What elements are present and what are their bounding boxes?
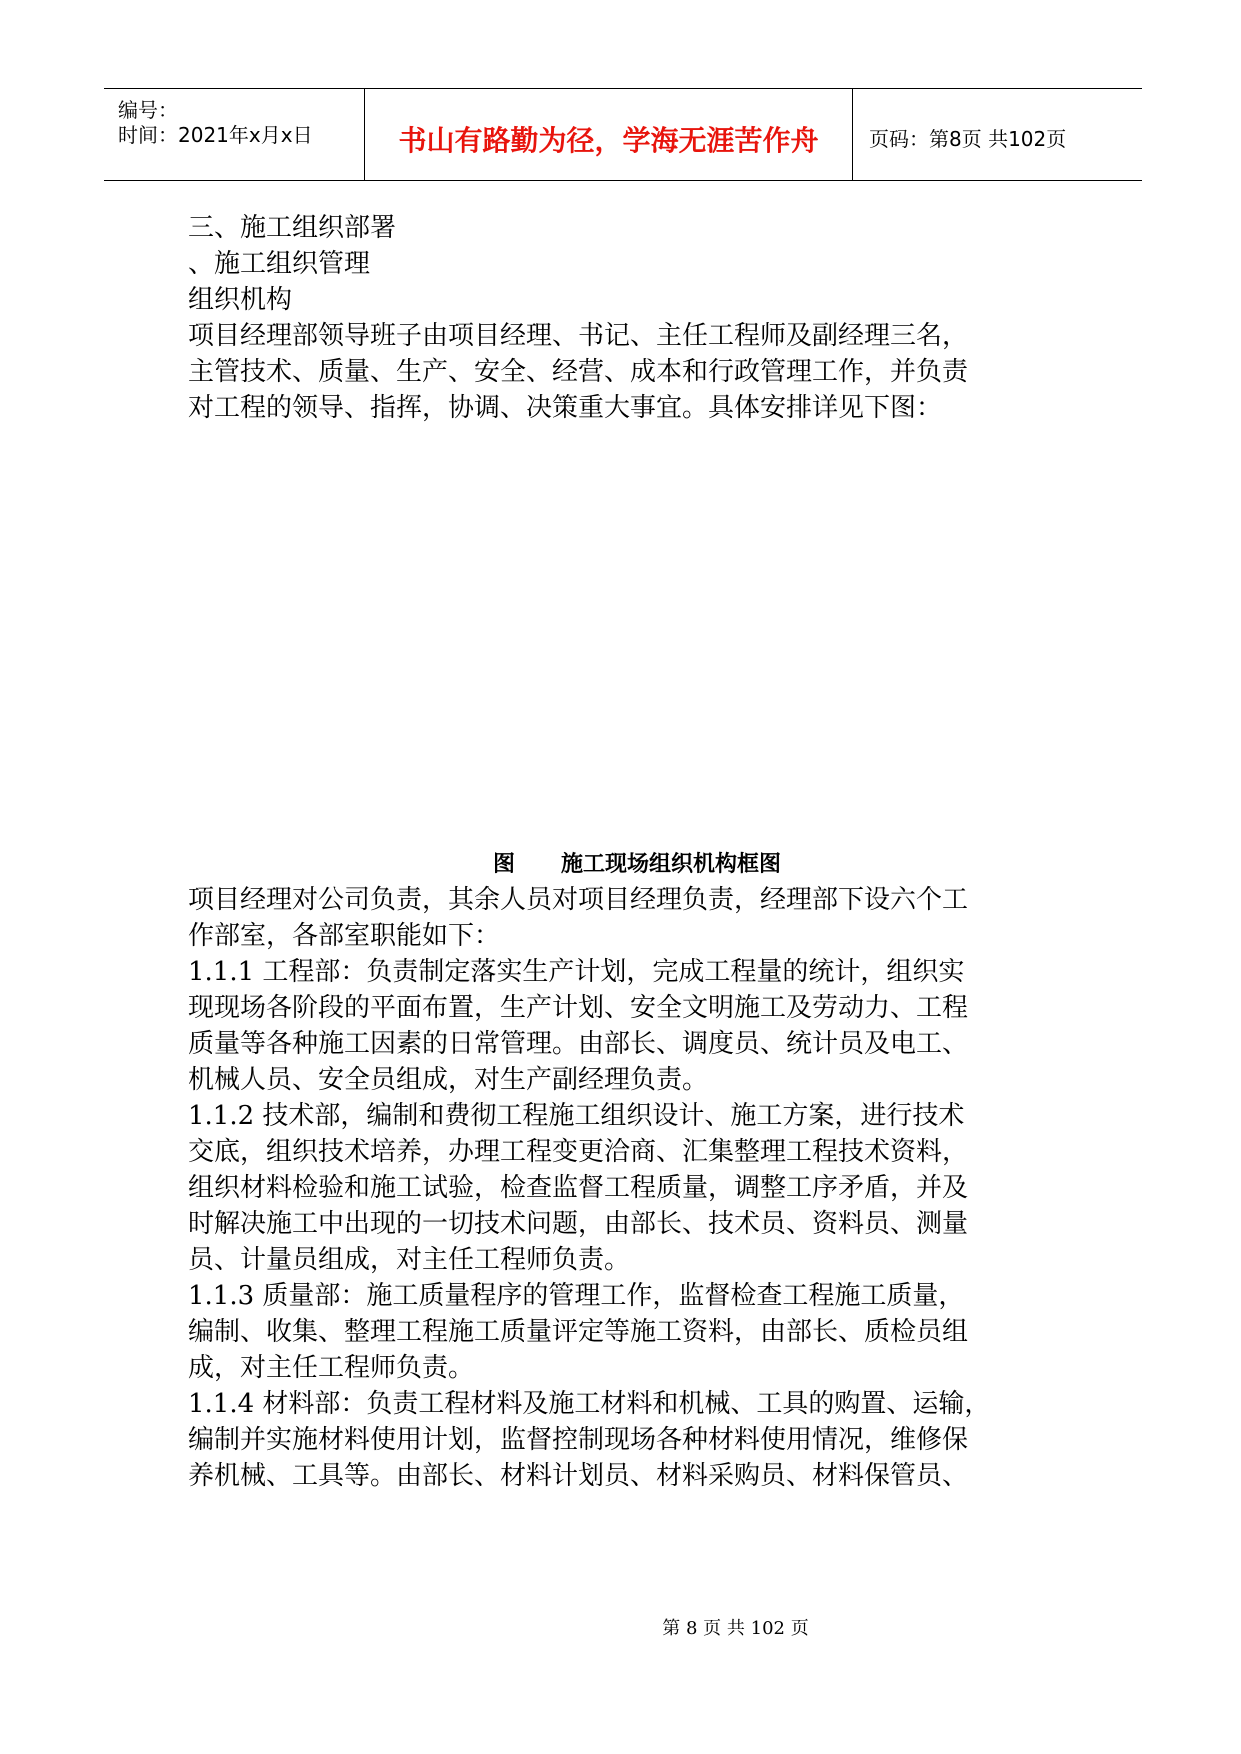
- subsection-heading: 、施工组织管理: [188, 249, 371, 279]
- paragraph-line: 项目经理对公司负责，其余人员对项目经理负责，经理部下设六个工: [188, 885, 969, 915]
- paragraph-line: 时解决施工中出现的一切技术问题，由部长、技术员、资料员、测量: [188, 1209, 969, 1239]
- paragraph-line: 员、计量员组成，对主任工程师负责。: [188, 1245, 631, 1275]
- paragraph-line: 1.1.2 技术部，编制和费彻工程施工组织设计、施工方案，进行技术: [188, 1101, 965, 1131]
- paragraph-line: 组织材料检验和施工试验，检查监督工程质量，调整工序矛盾，并及: [188, 1173, 969, 1203]
- header-meta-cell: [104, 89, 365, 180]
- paragraph-line: 1.1.4 材料部：负责工程材料及施工材料和机械、工具的购置、运输，: [188, 1389, 991, 1419]
- figure-caption: 图 施工现场组织机构框图: [493, 851, 781, 877]
- paragraph-line: 机械人员、安全员组成，对生产副经理负责。: [188, 1065, 709, 1095]
- paragraph-line: 编制、收集、整理工程施工质量评定等施工资料，由部长、质检员组: [188, 1317, 969, 1347]
- paragraph-line: 质量等各种施工因素的日常管理。由部长、调度员、统计员及电工、: [188, 1029, 969, 1059]
- body-text: [188, 210, 1068, 1494]
- paragraph-line: 对工程的领导、指挥，协调、决策重大事宜。具体安排详见下图：: [188, 393, 943, 423]
- paragraph-line: 作部室，各部室职能如下：: [188, 921, 501, 951]
- paragraph-line: 项目经理部领导班子由项目经理、书记、主任工程师及副经理三名，: [188, 321, 969, 351]
- section-heading: 三、施工组织部署: [188, 213, 397, 243]
- paragraph-line: 成，对主任工程师负责。: [188, 1353, 475, 1383]
- document-number-label: 编号：: [118, 98, 178, 122]
- document-time-label: 时间：2021年x月x日: [118, 123, 313, 147]
- topic-heading: 组织机构: [188, 285, 293, 315]
- figure-area: [188, 426, 1068, 846]
- paragraph-line: 1.1.3 质量部：施工质量程序的管理工作，监督检查工程施工质量，: [188, 1281, 965, 1311]
- paragraph-line: 主管技术、质量、生产、安全、经营、成本和行政管理工作，并负责: [188, 357, 969, 387]
- page-footer: 第 8 页 共 102 页: [662, 1618, 809, 1639]
- paragraph-line: 现现场各阶段的平面布置，生产计划、安全文明施工及劳动力、工程: [188, 993, 969, 1023]
- paragraph-line: 养机械、工具等。由部长、材料计划员、材料采购员、材料保管员、: [188, 1461, 969, 1491]
- page-header: [104, 88, 1142, 181]
- header-motto-cell: [365, 89, 853, 180]
- paragraph-line: 交底，组织技术培养，办理工程变更洽商、汇集整理工程技术资料，: [188, 1137, 969, 1167]
- header-motto: 书山有路勤为径，学海无涯苦作舟: [398, 124, 819, 157]
- paragraph-line: 1.1.1 工程部：负责制定落实生产计划，完成工程量的统计，组织实: [188, 957, 965, 987]
- header-page-number: 页码：第8页 共102页: [869, 127, 1067, 151]
- paragraph-line: 编制并实施材料使用计划，监督控制现场各种材料使用情况，维修保: [188, 1425, 969, 1455]
- header-page-cell: [853, 89, 1142, 180]
